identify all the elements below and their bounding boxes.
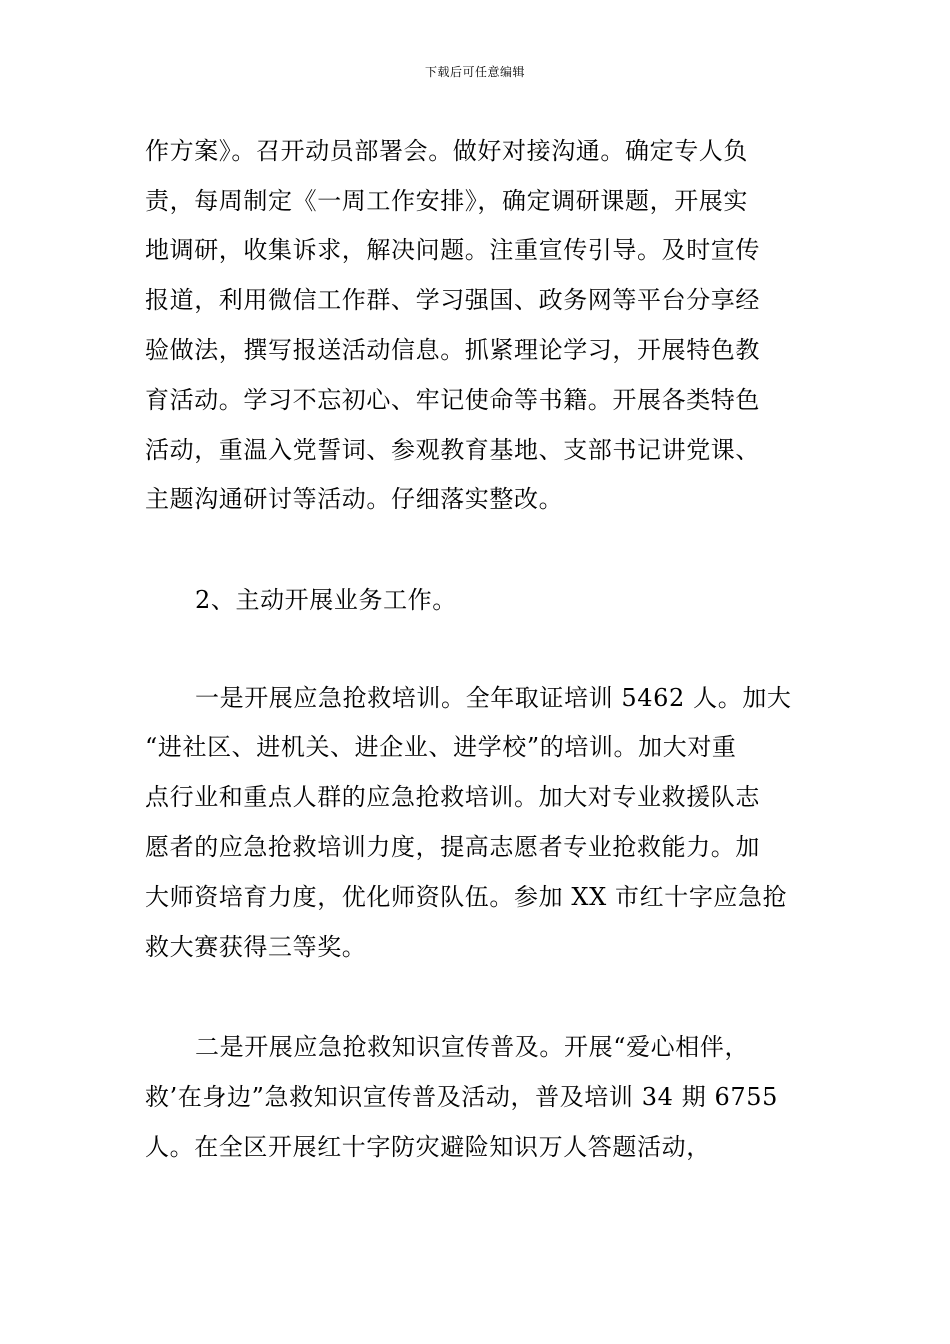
text-line: 2、主动开展业务工作。 [195, 586, 457, 614]
text-line: 救大赛获得三等奖。 [145, 933, 367, 961]
text-line: 育活动。学习不忘初心、牢记使命等书籍。开展各类特色 [145, 386, 760, 414]
text-line: 作方案》。召开动员部署会。做好对接沟通。确定专人负 [145, 137, 748, 165]
text-line: 点行业和重点人群的应急抢救培训。加大对专业救援队志 [145, 783, 760, 811]
text-line: 报道，利用微信工作群、学习强国、政务网等平台分享经 [145, 286, 760, 314]
text-line: 活动，重温入党誓词、参观教育基地、支部书记讲党课、 [145, 436, 760, 464]
text-line: 二是开展应急抢救知识宣传普及。开展“爱心相伴， [195, 1033, 750, 1061]
text-line: 愿者的应急抢救培训力度，提高志愿者专业抢救能力。加 [145, 833, 760, 861]
text-line: “进社区、进机关、进企业、进学校”的培训。加大对重 [145, 733, 737, 761]
text-line: 主题沟通研讨等活动。仔细落实整改。 [145, 485, 564, 513]
text-line: 验做法，撰写报送活动信息。抓紧理论学习，开展特色教 [145, 336, 760, 364]
page-header: 下载后可任意编辑 [424, 65, 525, 79]
text-line: 救’在身边”急救知识宣传普及活动，普及培训 34 期 6755 [145, 1083, 779, 1111]
text-line: 一是开展应急抢救培训。全年取证培训 5462 人。加大 [195, 684, 792, 712]
text-line: 大师资培育力度，优化师资队伍。参加 XX 市红十字应急抢 [145, 883, 788, 911]
text-line: 责，每周制定《一周工作安排》，确定调研课题，开展实 [145, 187, 748, 215]
text-line: 人。在全区开展红十字防灾避险知识万人答题活动， [145, 1133, 711, 1161]
text-line: 地调研，收集诉求，解决问题。注重宣传引导。及时宣传 [145, 236, 760, 264]
